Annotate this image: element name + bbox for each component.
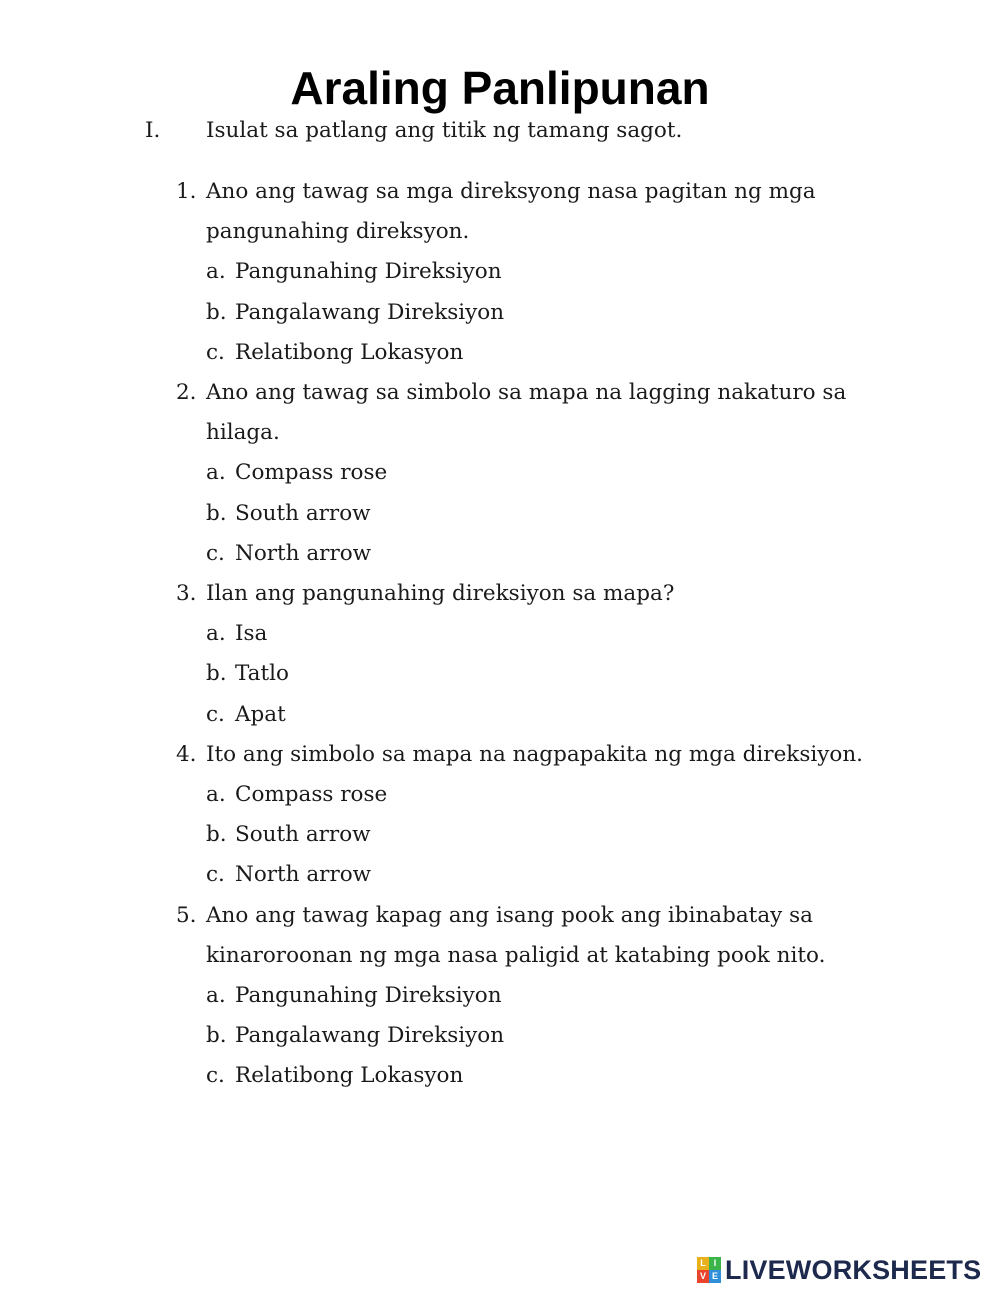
choice-letter: b. [206, 822, 227, 848]
section-numeral: I. [145, 118, 161, 143]
page-title: Araling Panlipunan [290, 62, 710, 114]
choice-letter: b. [206, 299, 227, 325]
question-text: Ano ang tawag sa simbolo sa mapa na lagging nakaturo sa hilaga. [206, 380, 847, 446]
choice-text: Pangunahing Direksiyon [235, 259, 502, 285]
choice-letter: c. [206, 540, 225, 566]
question-text: Ilan ang pangunahing direksiyon sa mapa? [206, 581, 675, 607]
choice-text: Pangalawang Direksiyon [235, 299, 505, 325]
question-number: 3. [176, 581, 197, 607]
choice-letter: a. [206, 259, 226, 285]
choice-item [206, 453, 890, 493]
choice-text: Relatibong Lokasyon [235, 1063, 464, 1089]
choice-item [206, 252, 890, 292]
choice-letter: c. [206, 339, 225, 365]
choice-item [206, 614, 890, 654]
choice-letter: c. [206, 1063, 225, 1089]
question-text: Ito ang simbolo sa mapa na nagpapakita ng mga direksiyon. [206, 741, 864, 767]
question-4 [0, 735, 1000, 896]
choice-item [206, 534, 890, 574]
choice-item [206, 1016, 890, 1056]
choice-list [206, 614, 890, 735]
choice-text: Compass rose [235, 782, 388, 808]
choice-text: Isa [235, 621, 268, 647]
choice-item [206, 775, 890, 815]
choice-text: Tatlo [235, 661, 289, 687]
question-number: 1. [176, 179, 197, 204]
choice-item [206, 654, 890, 694]
question-list [0, 172, 1000, 1097]
liveworksheets-logo[interactable] [697, 1256, 981, 1284]
choice-item [206, 815, 890, 855]
logo-tile-e: E [709, 1270, 721, 1283]
question-text: Ano ang tawag sa mga direksyong nasa pagitan ng mga pangunahing direksyon. [206, 179, 816, 245]
choice-list [206, 775, 890, 896]
liveworksheets-logo-icon [697, 1257, 721, 1283]
choice-letter: c. [206, 701, 225, 727]
logo-tile-i: I [709, 1257, 721, 1270]
question-number: 2. [176, 380, 197, 406]
question-2 [0, 373, 1000, 574]
choice-letter: a. [206, 983, 226, 1009]
choice-item [206, 293, 890, 333]
question-3 [0, 574, 1000, 735]
logo-wordmark: LIVEWORKSHEETS [725, 1254, 982, 1285]
logo-tile-l: L [697, 1257, 709, 1270]
choice-letter: b. [206, 500, 227, 526]
choice-letter: c. [206, 862, 225, 888]
question-5 [0, 896, 1000, 1097]
choice-text: Compass rose [235, 460, 388, 486]
logo-tile-v: V [697, 1270, 709, 1283]
choice-text: South arrow [235, 822, 371, 848]
choice-text: Pangunahing Direksiyon [235, 983, 502, 1009]
choice-item [206, 1056, 890, 1096]
choice-list [206, 453, 890, 574]
choice-letter: a. [206, 460, 226, 486]
choice-item [206, 494, 890, 534]
choice-list [206, 976, 890, 1097]
choice-text: South arrow [235, 500, 371, 526]
choice-text: Relatibong Lokasyon [235, 339, 464, 365]
choice-text: Pangalawang Direksiyon [235, 1023, 505, 1049]
choice-text: North arrow [235, 862, 372, 888]
question-text: Ano ang tawag kapag ang isang pook ang ibinabatay sa kinaroroonan ng mga nasa paligid at katabing pook nito. [206, 902, 826, 968]
choice-letter: b. [206, 1023, 227, 1049]
choice-text: Apat [235, 701, 286, 727]
choice-text: North arrow [235, 540, 372, 566]
question-number: 4. [176, 741, 197, 767]
choice-item [206, 855, 890, 895]
question-1 [0, 172, 1000, 373]
choice-item [206, 333, 890, 373]
choice-item [206, 695, 890, 735]
choice-item [206, 976, 890, 1016]
question-number: 5. [176, 902, 197, 928]
choice-letter: a. [206, 782, 226, 808]
choice-letter: a. [206, 621, 226, 647]
section-instruction: Isulat sa patlang ang titik ng tamang sagot. [206, 118, 683, 143]
choice-list [206, 252, 890, 373]
choice-letter: b. [206, 661, 227, 687]
